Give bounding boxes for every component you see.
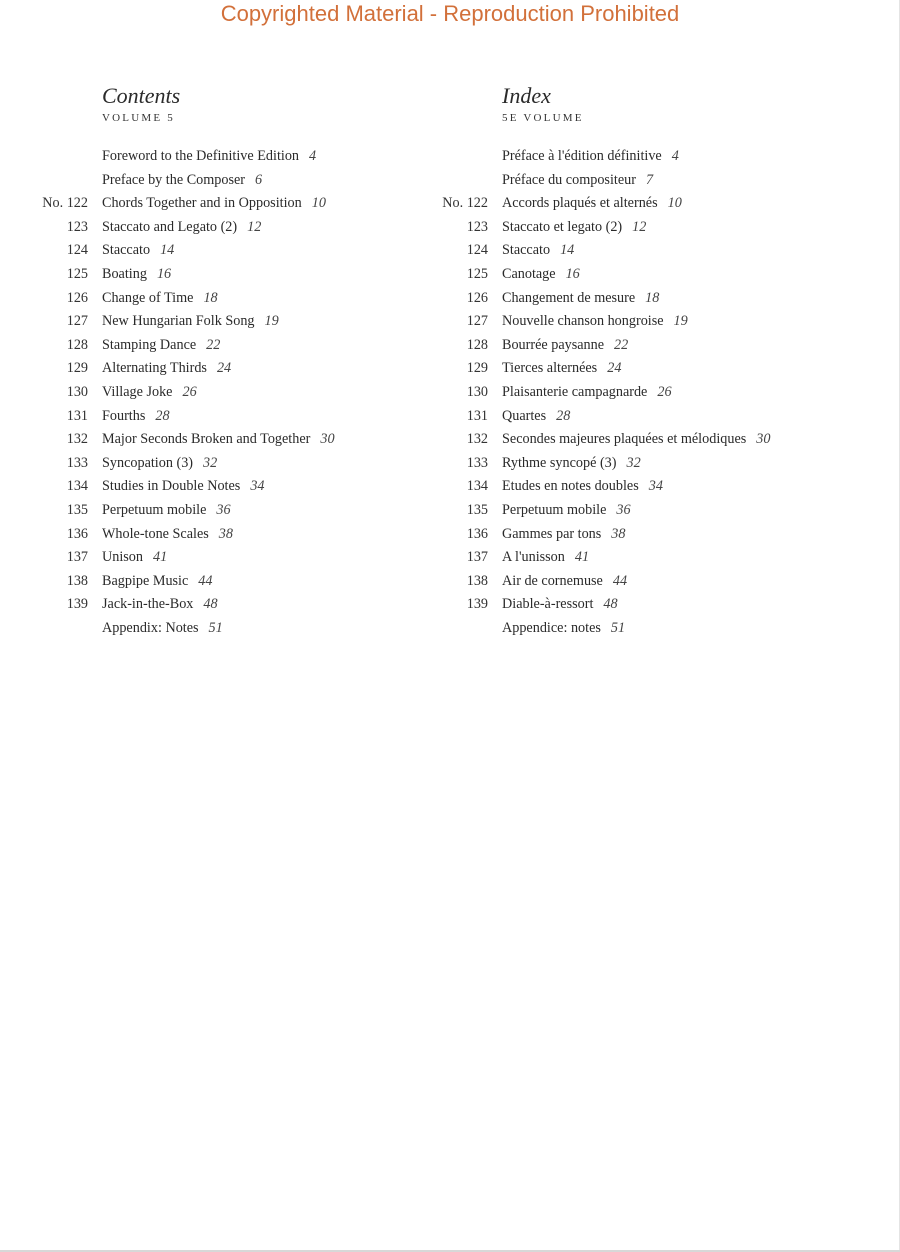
index-entry	[400, 523, 900, 547]
index-entry-number: 132	[466, 431, 488, 448]
contents-entry-title	[102, 428, 335, 452]
index-entry-title	[502, 499, 631, 523]
contents-entry-title	[102, 381, 197, 405]
index-entry-title	[502, 169, 653, 193]
contents-entry-title	[102, 287, 218, 311]
contents-entry-page-number: 36	[216, 501, 231, 518]
index-entry-title-text: Gammes par tons	[502, 525, 602, 542]
contents-entry-title-text: Major Seconds Broken and Together	[102, 431, 311, 448]
contents-entry-title	[102, 263, 171, 287]
contents-entry	[0, 428, 440, 452]
contents-entry	[0, 617, 440, 641]
contents-entry-title	[102, 145, 316, 169]
contents-entry-number: 126	[66, 289, 88, 306]
index-entry-title	[502, 617, 625, 641]
index-entry-title-text: Nouvelle chanson hongroise	[502, 313, 664, 330]
index-entry-title-text: Préface à l'édition définitive	[502, 148, 662, 164]
contents-entry-title-text: Staccato and Legato (2)	[102, 218, 238, 235]
contents-entry	[0, 452, 440, 476]
index-entry-title	[502, 310, 688, 334]
contents-list	[0, 145, 440, 640]
contents-entry-title-text: Perpetuum mobile	[102, 501, 207, 518]
index-entry	[400, 452, 900, 476]
index-entry-number: 137	[466, 549, 488, 566]
contents-entry-title-text: Village Joke	[102, 383, 173, 400]
contents-entry	[0, 570, 440, 594]
contents-entry-title-text: Whole-tone Scales	[102, 525, 209, 542]
index-entry-number: 139	[466, 596, 488, 613]
index-entry-number: 133	[466, 454, 488, 471]
contents-entry	[0, 145, 440, 169]
contents-entry-title	[102, 523, 233, 547]
index-entry-title-text: Diable-à-ressort	[502, 596, 594, 613]
index-entry-page-number: 32	[626, 454, 641, 471]
index-entry	[400, 216, 900, 240]
contents-entry-page-number: 41	[153, 549, 168, 566]
contents-entry-page-number: 12	[247, 218, 262, 235]
contents-entry-number: 139	[66, 596, 88, 613]
contents-entry-page-number: 30	[320, 431, 335, 448]
index-subtitle: 5E VOLUME	[502, 112, 584, 124]
index-entry-page-number: 18	[645, 289, 660, 306]
contents-entry-page-number: 44	[198, 572, 213, 589]
index-entry-number: 138	[466, 572, 488, 589]
index-entry-page-number: 19	[673, 313, 688, 330]
index-entry-title	[502, 334, 628, 358]
index-entry-page-number: 28	[556, 407, 571, 424]
contents-entry-page-number: 6	[255, 171, 263, 188]
contents-entry	[0, 499, 440, 523]
index-entry-page-number: 4	[671, 148, 679, 164]
contents-entry-title	[102, 216, 261, 240]
contents-entry	[0, 287, 440, 311]
contents-entry-number: 133	[66, 454, 88, 471]
index-entry-page-number: 36	[616, 501, 631, 518]
index-entry	[400, 546, 900, 570]
index-entry-title	[502, 381, 672, 405]
index-entry-page-number: 51	[610, 619, 626, 636]
index-entry-title	[502, 287, 659, 311]
index-entry-number: No. 122	[442, 195, 488, 212]
index-entry-title-text: A l'unisson	[502, 549, 565, 566]
contents-entry-number: 138	[66, 572, 88, 589]
contents-entry-title	[102, 593, 218, 617]
contents-entry-number: 124	[66, 242, 88, 259]
contents-entry-title	[102, 310, 279, 334]
contents-entry-title-text: Chords Together and in Opposition	[102, 195, 302, 212]
index-entry-title-text: Tierces alternées	[502, 360, 598, 377]
index-entry-page-number: 41	[574, 549, 590, 566]
contents-entry-title-text: Appendix: Notes	[102, 619, 199, 636]
index-entry-page-number: 44	[612, 572, 628, 589]
index-entry-number: 123	[466, 218, 488, 235]
contents-entry	[0, 169, 440, 193]
index-entry-title	[502, 192, 682, 216]
index-entry-title	[502, 475, 663, 499]
contents-entry-title	[102, 357, 231, 381]
index-column	[400, 82, 900, 640]
index-entry-title-text: Canotage	[502, 265, 556, 282]
index-entry-number: 136	[466, 525, 488, 542]
contents-entry-title-text: Studies in Double Notes	[102, 478, 241, 495]
contents-entry-number: 130	[66, 383, 88, 400]
contents-entry-page-number: 34	[250, 478, 265, 495]
contents-entry	[0, 405, 440, 429]
index-entry-number: 126	[466, 289, 488, 306]
index-entry	[400, 475, 900, 499]
contents-entry	[0, 381, 440, 405]
index-entry-title-text: Staccato et legato (2)	[502, 218, 623, 235]
contents-entry-title	[102, 239, 174, 263]
contents-title: Contents	[102, 83, 181, 108]
index-entry-title	[502, 263, 580, 287]
index-entry-number: 125	[466, 265, 488, 282]
index-entry	[400, 617, 900, 641]
index-entry-number: 127	[466, 313, 488, 330]
contents-entry-page-number: 24	[216, 360, 232, 377]
contents-entry-page-number: 16	[156, 265, 172, 282]
contents-entry-title-text: Fourths	[102, 407, 146, 424]
contents-entry	[0, 334, 440, 358]
contents-entry-title	[102, 169, 262, 193]
index-entry	[400, 570, 900, 594]
contents-entry-page-number: 14	[160, 242, 175, 259]
contents-entry-page-number: 38	[218, 525, 233, 542]
index-entry-title	[502, 216, 646, 240]
index-entry-title-text: Etudes en notes doubles	[502, 478, 639, 495]
index-entry-title-text: Appendice: notes	[502, 619, 601, 636]
contents-entry-title	[102, 570, 212, 594]
contents-entry-number: 129	[66, 360, 88, 377]
index-entry-title-text: Secondes majeures plaquées et mélodiques	[502, 431, 747, 448]
index-entry	[400, 357, 900, 381]
contents-entry-number: 123	[66, 218, 88, 235]
index-entry-title-text: Bourrée paysanne	[502, 336, 605, 353]
contents-entry-title-text: Stamping Dance	[102, 336, 197, 353]
contents-entry	[0, 310, 440, 334]
contents-column	[0, 82, 440, 640]
index-entry	[400, 287, 900, 311]
contents-entry	[0, 239, 440, 263]
contents-entry-title	[102, 546, 167, 570]
contents-entry-number: 132	[66, 431, 88, 448]
contents-entry-number: 134	[66, 478, 88, 495]
contents-entry-number: 135	[66, 501, 88, 518]
index-entry	[400, 428, 900, 452]
contents-entry-page-number: 10	[311, 195, 326, 212]
index-entry-title-text: Quartes	[502, 407, 547, 424]
contents-entry	[0, 216, 440, 240]
contents-entry-page-number: 32	[203, 454, 218, 471]
contents-entry-title-text: Jack-in-the-Box	[102, 596, 194, 613]
index-title: Index	[502, 83, 551, 108]
index-entry-number: 128	[466, 336, 488, 353]
contents-entry-title-text: Change of Time	[102, 289, 194, 306]
index-entry-page-number: 26	[657, 383, 672, 400]
index-list	[400, 145, 900, 640]
contents-entry-title-text: Bagpipe Music	[102, 572, 189, 589]
index-entry	[400, 263, 900, 287]
contents-entry	[0, 523, 440, 547]
index-entry-title	[502, 239, 574, 263]
contents-entry-page-number: 19	[264, 313, 279, 330]
index-entry	[400, 192, 900, 216]
index-entry-title-text: Accords plaqués et alternés	[502, 195, 658, 212]
contents-entry-title	[102, 452, 217, 476]
index-entry-title	[502, 357, 621, 381]
contents-entry-page-number: 28	[155, 407, 170, 424]
index-entry-title-text: Préface du compositeur	[502, 171, 636, 188]
index-entry-title-text: Plaisanterie campagnarde	[502, 383, 648, 400]
contents-entry-number: 127	[66, 313, 88, 330]
index-entry-title	[502, 452, 641, 476]
index-entry-title-text: Rythme syncopé (3)	[502, 454, 617, 471]
index-entry-title	[502, 428, 770, 452]
index-entry	[400, 310, 900, 334]
contents-entry	[0, 475, 440, 499]
contents-entry-number: No. 122	[42, 195, 88, 212]
copyright-banner: Copyrighted Material - Reproduction Prohibited	[220, 1, 680, 26]
contents-entry-title-text: Boating	[102, 265, 147, 282]
index-entry-number: 129	[466, 360, 488, 377]
contents-entry-title	[102, 499, 231, 523]
index-entry	[400, 499, 900, 523]
contents-entry-title-text: Staccato	[102, 242, 151, 259]
contents-entry-number: 136	[66, 525, 88, 542]
index-entry-page-number: 10	[667, 195, 682, 212]
contents-entry-page-number: 26	[182, 383, 197, 400]
index-entry-number: 135	[466, 501, 488, 518]
index-entry-number: 131	[466, 407, 488, 424]
contents-entry-title-text: Unison	[102, 549, 143, 566]
index-entry-title	[502, 405, 570, 429]
contents-entry-title	[102, 617, 223, 641]
index-entry-title	[502, 145, 679, 169]
contents-entry-number: 128	[66, 336, 88, 353]
index-entry	[400, 145, 900, 169]
contents-entry-page-number: 48	[203, 596, 218, 613]
contents-entry-title-text: New Hungarian Folk Song	[102, 313, 255, 330]
index-entry	[400, 381, 900, 405]
index-entry-page-number: 38	[611, 525, 626, 542]
index-entry-number: 130	[466, 383, 488, 400]
index-entry-page-number: 34	[648, 478, 663, 495]
contents-entry-title	[102, 334, 220, 358]
contents-entry-number: 131	[66, 407, 88, 424]
contents-entry-page-number: 18	[203, 289, 218, 306]
index-entry-title-text: Perpetuum mobile	[502, 501, 607, 518]
index-entry	[400, 593, 900, 617]
index-entry	[400, 405, 900, 429]
index-entry-title-text: Air de cornemuse	[502, 572, 603, 589]
index-entry-page-number: 30	[756, 431, 771, 448]
index-entry-title	[502, 546, 589, 570]
contents-entry	[0, 546, 440, 570]
index-entry-page-number: 12	[632, 218, 647, 235]
index-entry-page-number: 7	[645, 171, 654, 188]
index-entry-number: 134	[466, 478, 488, 495]
index-entry-page-number: 24	[607, 360, 622, 377]
contents-entry-title	[102, 475, 265, 499]
contents-entry-title-text: Preface by the Composer	[102, 171, 246, 188]
contents-entry-title-text: Alternating Thirds	[102, 360, 207, 377]
contents-entry-title-text: Foreword to the Definitive Edition	[102, 148, 300, 164]
contents-entry-page-number: 4	[309, 148, 317, 164]
index-entry	[400, 334, 900, 358]
contents-entry-number: 137	[66, 549, 88, 566]
index-entry	[400, 239, 900, 263]
index-entry-page-number: 22	[614, 336, 629, 353]
index-entry	[400, 169, 900, 193]
index-entry-title	[502, 593, 618, 617]
index-entry-page-number: 14	[560, 242, 575, 259]
contents-entry	[0, 357, 440, 381]
index-entry-title	[502, 523, 625, 547]
contents-entry-page-number: 22	[206, 336, 221, 353]
contents-entry-title	[102, 192, 326, 216]
contents-entry-title-text: Syncopation (3)	[102, 454, 194, 471]
index-entry-page-number: 48	[603, 596, 618, 613]
contents-entry-page-number: 51	[208, 619, 223, 636]
index-entry-title-text: Staccato	[502, 242, 551, 259]
contents-entry-title	[102, 405, 170, 429]
index-entry-title	[502, 570, 627, 594]
contents-entry-number: 125	[66, 265, 88, 282]
contents-entry	[0, 192, 440, 216]
index-entry-title-text: Changement de mesure	[502, 289, 636, 306]
contents-entry	[0, 263, 440, 287]
contents-entry	[0, 593, 440, 617]
contents-subtitle: VOLUME 5	[102, 112, 175, 124]
index-entry-number: 124	[466, 242, 488, 259]
index-entry-page-number: 16	[565, 265, 580, 282]
